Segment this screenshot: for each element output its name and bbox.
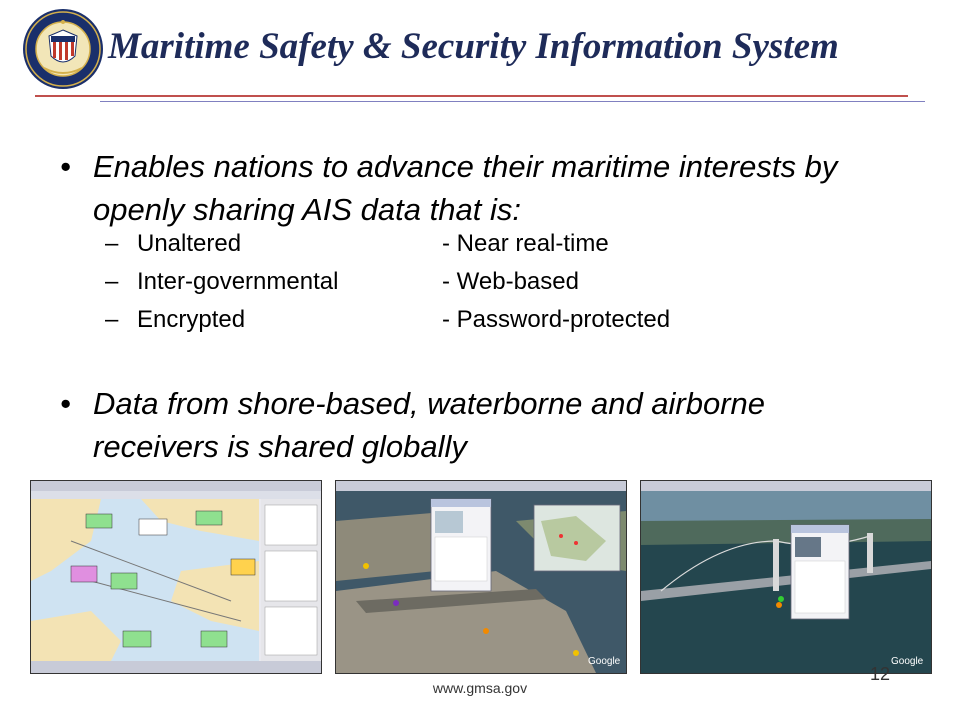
- gmsa-seal-logo: [22, 8, 104, 90]
- feature-left: Unaltered: [137, 230, 242, 257]
- google-watermark: Google: [891, 656, 924, 667]
- screenshot-3d-bridge: [640, 480, 932, 674]
- page-number: 12: [870, 664, 891, 684]
- bullet-global-sharing: [60, 382, 860, 468]
- screenshot-nautical-chart: [30, 480, 322, 674]
- feature-left: Encrypted: [137, 306, 246, 333]
- feature-right: - Near real-time: [442, 230, 609, 257]
- title-rule-blue: [100, 101, 925, 102]
- feature-right: - Web-based: [442, 268, 579, 295]
- feature-right: - Password-protected: [442, 306, 671, 333]
- screenshot-satellite-port: [335, 480, 627, 674]
- bullet-text: Data from shore-based, waterborne and airborne receivers is shared globally: [93, 386, 766, 464]
- footer-url: www.gmsa.gov: [432, 680, 528, 696]
- slide-title: Maritime Safety & Security Information System: [108, 26, 839, 67]
- bullet-dot: •: [60, 386, 71, 421]
- bullet-dot: •: [60, 149, 71, 184]
- feature-left: Inter-governmental: [137, 268, 339, 295]
- title-rule-red: [35, 95, 908, 97]
- bullet-ais-sharing: [60, 145, 860, 231]
- bullet-text: Enables nations to advance their maritime interests by openly sharing AIS data that is:: [93, 149, 838, 227]
- google-watermark: Google: [588, 656, 621, 667]
